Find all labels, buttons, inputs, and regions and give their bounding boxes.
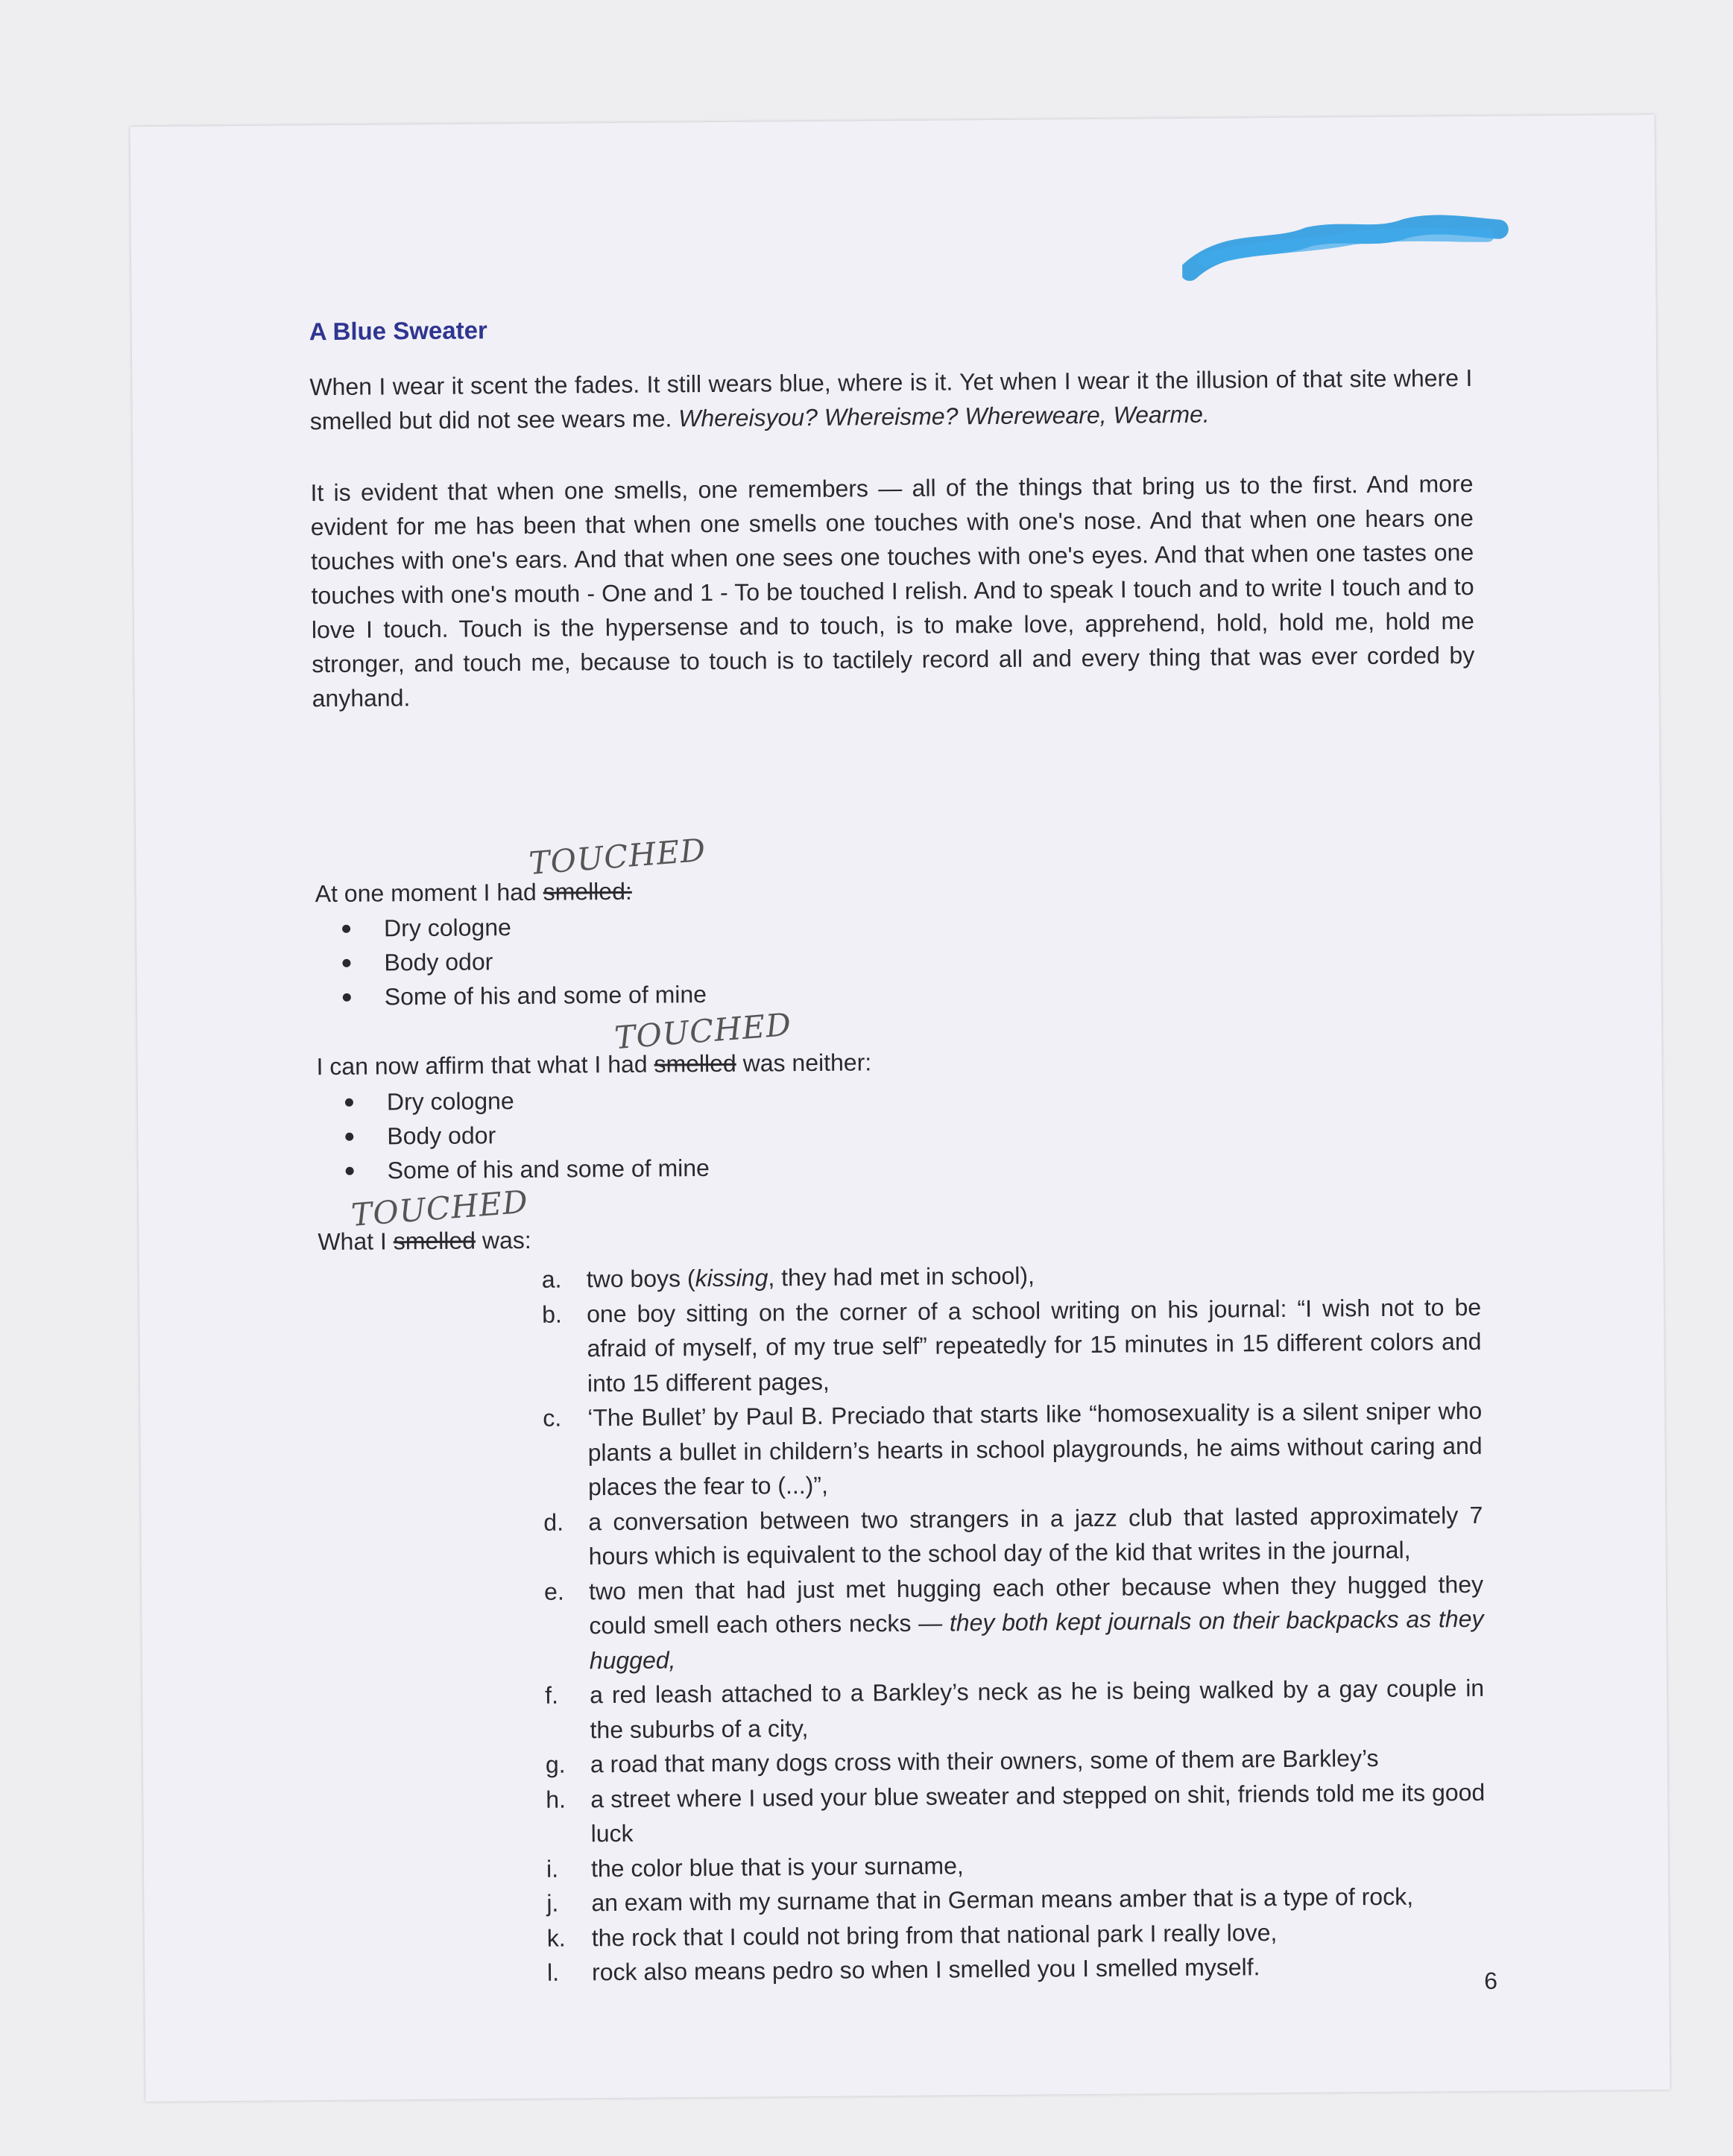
list-item [544,1567,1484,1678]
paragraph-1-italic: Whereisyou? Whereisme? Whereweare, Wearme. [678,400,1210,432]
bullet-text: Body odor [387,1122,496,1150]
list-item-text: , they had met in school), [768,1262,1035,1292]
bullet-text: Some of his and some of mine [384,981,707,1011]
list-item-marker: g. [545,1751,566,1778]
list-item [547,1948,1486,1990]
bullet-item [341,1151,710,1188]
bullet-text: Body odor [384,948,493,976]
bullet-dot-icon [342,925,350,933]
bullet-list-2 [341,1082,710,1188]
bullet-dot-icon [346,1167,354,1175]
struck-word: smelled [654,1049,736,1078]
list-item-marker: d. [543,1508,564,1536]
list-item-marker: b. [542,1300,562,1328]
list-item-text: an exam with my surname that in German means amber that is a type of rock, [591,1882,1414,1917]
line1-text: At one moment I had [315,878,543,908]
list-item [543,1394,1483,1505]
list-item-marker: h. [546,1786,566,1813]
bullet-item [338,908,707,946]
list-item [545,1671,1485,1748]
blue-marker-stroke [1182,206,1511,290]
list-item-italic: kissing [695,1264,768,1292]
list-item-text: two boys ( [586,1265,695,1293]
list-item-text: a conversation between two strangers in a jazz club that lasted approximately 7 hours which is equivalent to the school day of the kid that writes in the journal, [588,1501,1483,1570]
line-affirm [316,1045,871,1084]
paragraph-1-text: When I wear it scent the fades. It still wears blue, where is it. Yet when I wear it the illusion of that site where I smelled but did not see wears me. [309,364,1473,435]
list-item-text: ‘The Bullet’ by Paul B. Preciado that starts like “homosexuality is a silent sniper who plants a bullet in childern’s hearts in school playgrounds, he aims without caring and places the fear to (...)”, [587,1397,1483,1501]
bullet-item [341,1116,710,1154]
bullet-list-1 [338,908,707,1014]
bullet-dot-icon [345,1133,353,1141]
struck-word: smelled [393,1227,476,1255]
list-item-italic: they both kept journals on their backpacks as they hugged, [589,1605,1484,1674]
document-title: A Blue Sweater [309,316,487,346]
bullet-text: Dry cologne [383,914,511,942]
list-item-marker: f. [545,1681,559,1709]
lettered-list [542,1255,1487,1990]
list-item-text: one boy sitting on the corner of a school writing on his journal: “I wish not to be afraid of myself, of my true self” repeatedly for 15 minutes in 15 different colors and into 15 different pages, [587,1293,1482,1397]
list-item-marker: l. [546,1959,560,1986]
list-item-marker: e. [543,1578,564,1605]
bullet-item [338,943,707,980]
bullet-dot-icon [342,959,350,967]
list-item [542,1289,1482,1400]
paragraph-2: It is evident that when one smells, one remembers — all of the things that bring us to the first. And more evident for me has been that when one smells one touches with one's nose. And that when one hears one touches with one's ears. And that when one sees one touches with one's eyes. And that when one tastes one touches with one's mouth - One and 1 - To be touched I relish. And to speak I touch and to write I touch and to love I touch. Touch is the hypersense and to touch, is to make love, apprehend, hold, hold me, hold me stronger, and touch me, because to touch is to tactilely record all and every thing that was ever corded by anyhand. [310,470,1475,712]
list-item-text: two men that had just met hugging each other because when they hugged they could smell each others necks — [588,1570,1484,1640]
list-item [546,1774,1486,1851]
bullet-dot-icon [343,993,351,1002]
handwritten-correction: TOUCHED [613,1005,793,1057]
list-item-text: a red leash attached to a Barkley’s neck as he is being walked by a gay couple in the suburbs of a city, [590,1674,1485,1743]
bullet-text: Some of his and some of mine [387,1154,710,1184]
document-page [130,115,1670,2102]
list-item-text: rock also means pedro so when I smelled you I smelled myself. [591,1953,1260,1986]
list-item-marker: k. [546,1924,566,1952]
list-item [543,1497,1483,1574]
line2-after: was neither: [736,1049,872,1077]
line-at-one-moment [315,874,632,911]
bullet-text: Dry cologne [386,1087,514,1116]
list-item-text: the color blue that is your surname, [590,1851,964,1882]
list-item-text: a street where I used your blue sweater and stepped on shit, friends told me its good luck [590,1778,1486,1847]
list-item-text: the rock that I could not bring from that national park I really love, [591,1918,1278,1951]
list-item-marker: j. [546,1889,559,1917]
list-item-text: a road that many dogs cross with their owners, some of them are Barkley’s [590,1744,1379,1778]
list-item-marker: c. [543,1404,562,1432]
list-item-marker: a. [541,1265,562,1293]
bullet-item [338,977,707,1014]
bullet-item [341,1082,710,1119]
line3-after: was: [475,1226,531,1254]
list-item-marker: i. [546,1855,559,1882]
line-what-i-was [318,1223,531,1259]
paragraph-1 [309,361,1473,438]
struck-word: smelled: [543,877,632,905]
page-number: 6 [1484,1967,1498,1994]
handwritten-correction: TOUCHED [350,1183,530,1234]
bullet-dot-icon [345,1098,353,1107]
handwritten-correction: TOUCHED [527,831,707,882]
line2-text: I can now affirm that what I had [316,1050,654,1081]
line3-text: What I [318,1227,394,1256]
